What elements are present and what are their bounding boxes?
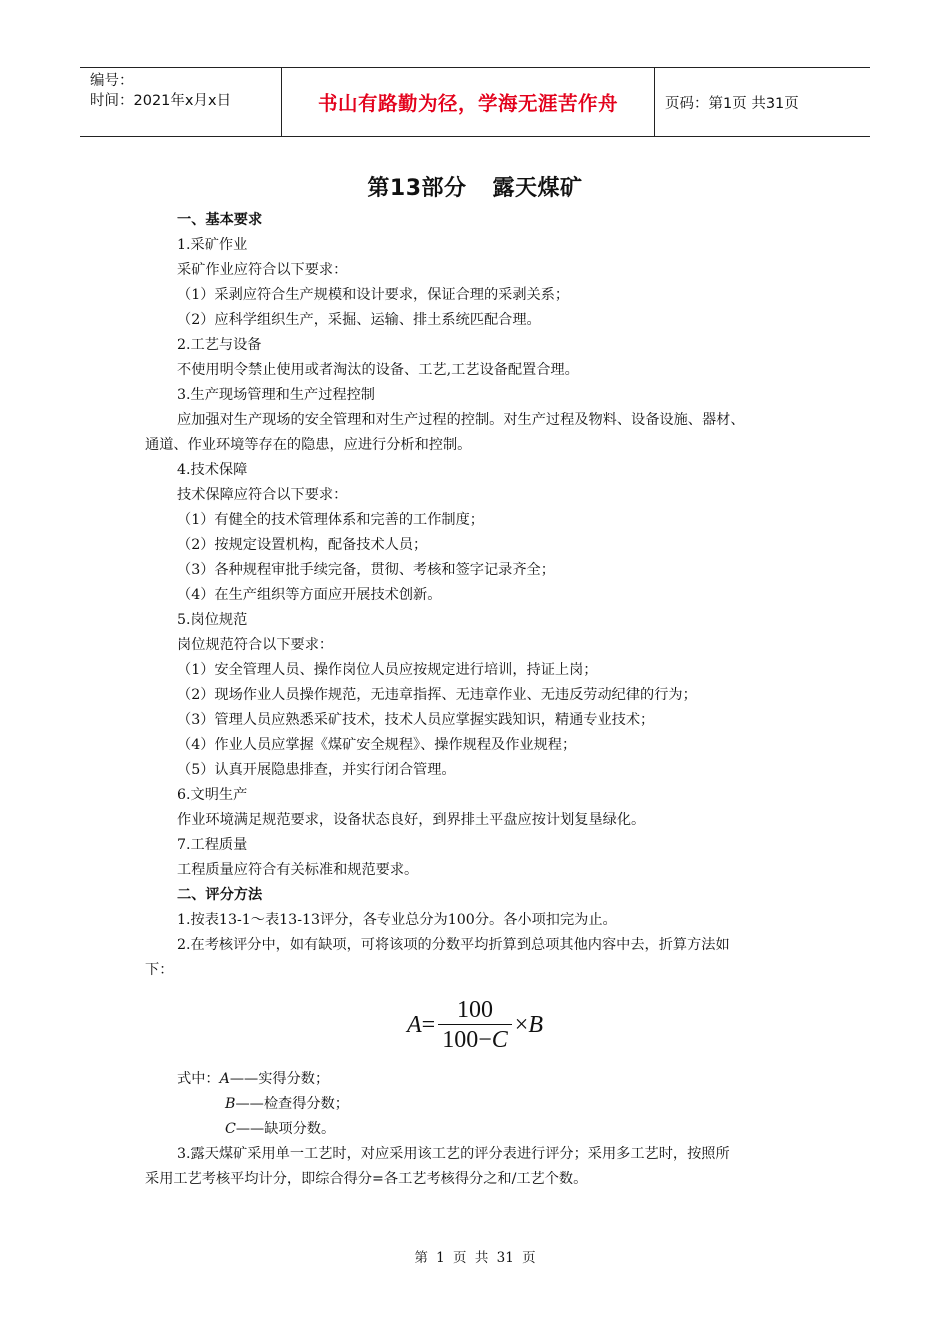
section-heading-basic: 一、基本要求 — [177, 212, 263, 228]
paragraph: 3.露天煤矿采用单一工艺时，对应采用该工艺的评分表进行评分；采用多工艺时，按照所 — [177, 1146, 730, 1162]
section-heading-scoring: 二、评分方法 — [177, 887, 263, 903]
formula-rhs: B — [528, 1011, 543, 1038]
paragraph: 采矿作业应符合以下要求： — [177, 262, 348, 278]
subsection-title: 6.文明生产 — [177, 787, 248, 803]
title-name: 露天煤矿 — [492, 176, 583, 201]
paragraph-continued: 采用工艺考核平均计分，即综合得分=各工艺考核得分之和/工艺个数。 — [145, 1171, 588, 1187]
list-item: （2）现场作业人员操作规范，无违章指挥、无违章作业、无违反劳动纪律的行为； — [177, 687, 697, 703]
legend-desc-c: ——缺项分数。 — [235, 1121, 336, 1137]
title-part: 第13部分 — [367, 176, 467, 201]
paragraph: 技术保障应符合以下要求： — [177, 487, 348, 503]
document-header — [80, 67, 870, 137]
document-body — [145, 208, 815, 1192]
paragraph: 不使用明令禁止使用或者淘汰的设备、工艺,工艺设备配置合理。 — [177, 362, 579, 378]
list-item: （1）有健全的技术管理体系和完善的工作制度； — [177, 512, 484, 528]
legend-desc-a: ——实得分数； — [229, 1071, 330, 1087]
subsection-title: 1.采矿作业 — [177, 237, 248, 253]
formula-fraction — [438, 996, 512, 1055]
list-item: （2）应科学组织生产，采掘、运输、排土系统匹配合理。 — [177, 312, 541, 328]
subsection-title: 2.工艺与设备 — [177, 337, 262, 353]
list-item: （2）按规定设置机构，配备技术人员； — [177, 537, 428, 553]
formula-minus: − — [478, 1026, 492, 1053]
list-item: （4）作业人员应掌握《煤矿安全规程》、操作规程及作业规程； — [177, 737, 577, 753]
legend-var-b: B — [225, 1096, 236, 1112]
header-motto: 书山有路勤为径，学海无涯苦作舟 — [281, 68, 655, 136]
legend-var-a: A — [219, 1071, 230, 1087]
paragraph: 应加强对生产现场的安全管理和对生产过程的控制。对生产过程及物料、设备设施、器材、 — [177, 412, 745, 428]
header-page-code: 页码：第1页 共31页 — [665, 95, 799, 112]
legend-intro: 式中： — [177, 1071, 220, 1087]
formula-numerator: 100 — [457, 996, 493, 1023]
subsection-title: 7.工程质量 — [177, 837, 248, 853]
legend-var-c: C — [225, 1121, 236, 1137]
list-item: （1）安全管理人员、操作岗位人员应按规定进行培训，持证上岗； — [177, 662, 598, 678]
paragraph-continued: 下： — [145, 962, 174, 978]
formula-denominator-const: 100 — [442, 1026, 479, 1053]
paragraph: 工程质量应符合有关标准和规范要求。 — [177, 862, 419, 878]
page-footer: 第 1 页 共 31 页 — [414, 1250, 536, 1266]
number-label: 编号： — [90, 73, 134, 89]
paragraph: 岗位规范符合以下要求： — [177, 637, 334, 653]
paragraph: 2.在考核评分中，如有缺项，可将该项的分数平均折算到总项其他内容中去，折算方法如 — [177, 937, 730, 953]
subsection-title: 3.生产现场管理和生产过程控制 — [177, 387, 375, 403]
paragraph: 1.按表13-1～表13-13评分，各专业总分为100分。各小项扣完为止。 — [177, 912, 617, 928]
legend-line — [145, 1067, 815, 1092]
page-title — [0, 171, 950, 202]
list-item: （3）各种规程审批手续完备，贯彻、考核和签字记录齐全； — [177, 562, 555, 578]
list-item: （1）采剥应符合生产规模和设计要求，保证合理的采剥关系； — [177, 287, 570, 303]
subsection-title: 4.技术保障 — [177, 462, 248, 478]
list-item: （4）在生产组织等方面应开展技术创新。 — [177, 587, 442, 603]
legend-line — [145, 1092, 815, 1117]
header-left-cell — [80, 68, 281, 136]
time-label: 时间：2021年x月x日 — [90, 93, 232, 109]
list-item: （3）管理人员应熟悉采矿技术，技术人员应掌握实践知识，精通专业技术； — [177, 712, 655, 728]
legend-line — [145, 1117, 815, 1142]
list-item: （5）认真开展隐患排查，并实行闭合管理。 — [177, 762, 456, 778]
formula-equals: = — [421, 1011, 436, 1038]
formula-denominator — [438, 1024, 512, 1055]
paragraph-continued: 通道、作业环境等存在的隐患，应进行分析和控制。 — [145, 437, 472, 453]
score-formula — [145, 983, 815, 1067]
formula-lhs: A — [407, 1011, 422, 1038]
formula-denominator-var: C — [491, 1026, 508, 1053]
legend-desc-b: ——检查得分数； — [235, 1096, 349, 1112]
subsection-title: 5.岗位规范 — [177, 612, 248, 628]
formula-times: × — [514, 1011, 529, 1038]
paragraph: 作业环境满足规范要求，设备状态良好，到界排土平盘应按计划复垦绿化。 — [177, 812, 646, 828]
